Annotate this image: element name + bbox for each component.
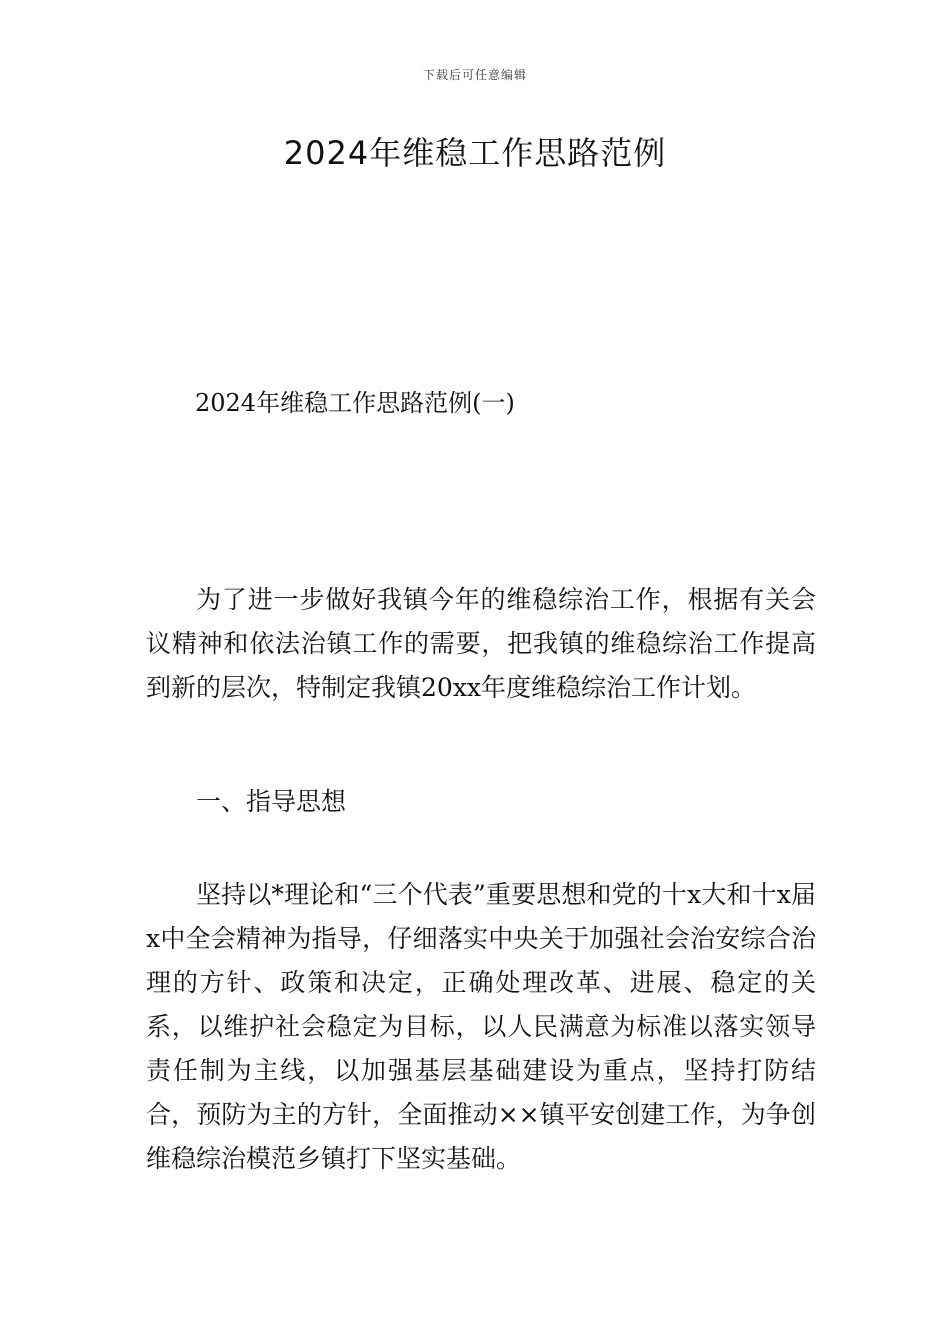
intro-paragraph: 为了进一步做好我镇今年的维稳综治工作，根据有关会议精神和依法治镇工作的需要，把我镇的维稳综治工作提高到新的层次，特制定我镇20xx年度维稳综治工作计划。 (146, 585, 816, 702)
document-title: 2024年维稳工作思路范例 (283, 134, 667, 172)
guiding-thought-paragraph: 坚持以*理论和“三个代表”重要思想和党的十x大和十x届x中全会精神为指导，仔细落实中央关于加强社会治安综合治理的方针、政策和决定，正确处理改革、进展、稳定的关系，以维护社会稳定为目标，以人民满意为标准以落实领导责任制为主线，以加强基层基础建设为重点，坚持打防结合，预防为主的方针，全面推动××镇平安创建工作，为争创维稳综治模范乡镇打下坚实基础。 (146, 880, 816, 1173)
document-subtitle: 2024年维稳工作思路范例(一) (195, 389, 515, 417)
section-heading-guiding-thought: 一、指导思想 (196, 787, 347, 816)
header-note: 下载后可任意编辑 (422, 68, 527, 82)
